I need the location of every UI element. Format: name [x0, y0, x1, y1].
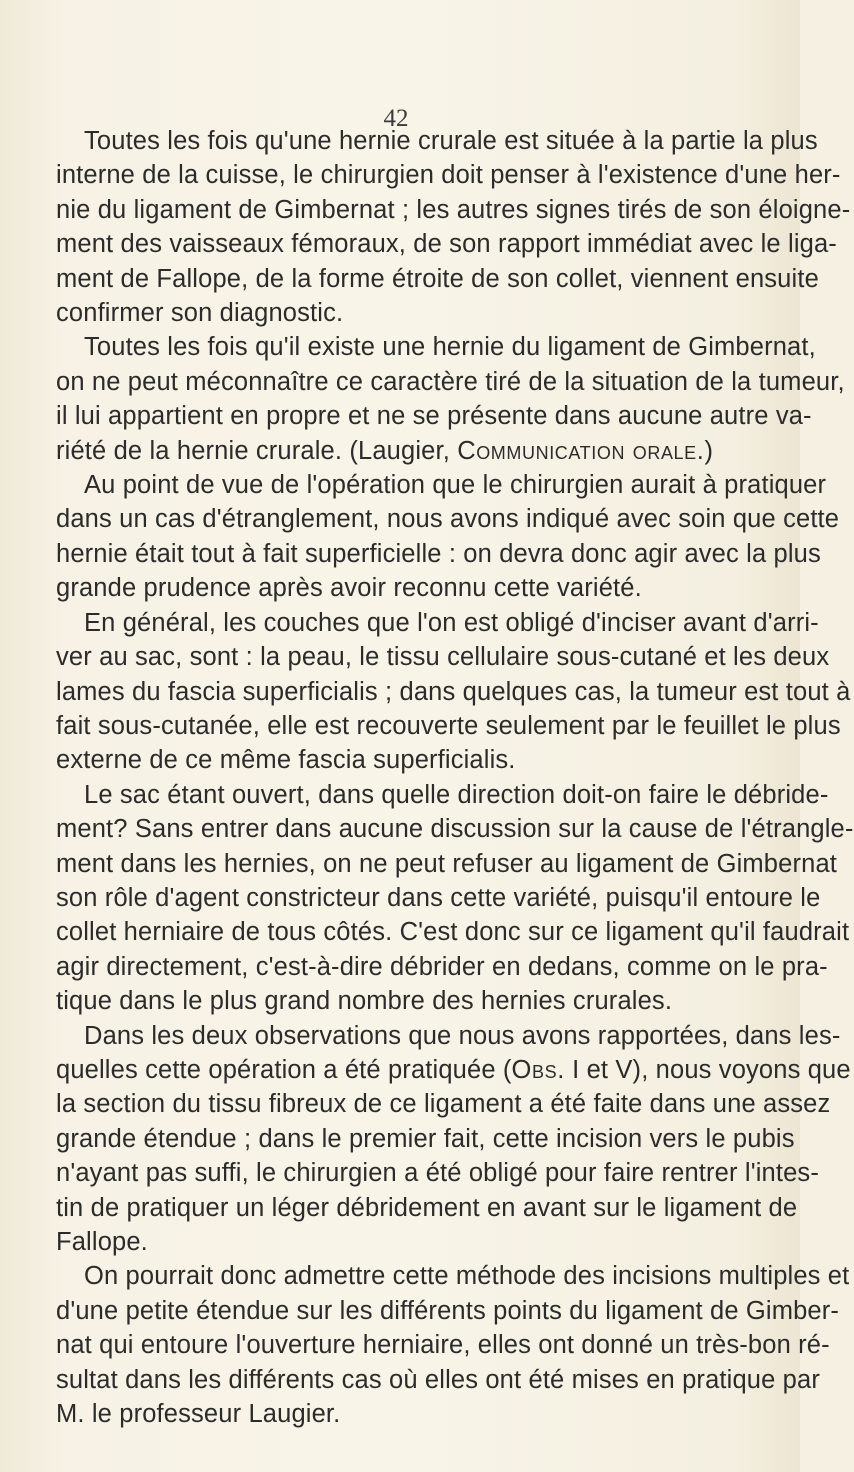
text-line: lames du fascia superficialis ; dans quelques cas, la tumeur est tout à	[56, 677, 851, 706]
text-line: n'ayant pas suffi, le chirurgien a été obligé pour faire rentrer l'intes-	[56, 1159, 819, 1188]
text-line	[56, 434, 760, 468]
text-line: Le sac étant ouvert, dans quelle direction doit-on faire le débride-	[84, 780, 829, 809]
paragraph	[56, 1019, 851, 1260]
text-line: il lui appartient en propre et ne se présente dans aucune autre va-	[56, 402, 812, 431]
text-line: externe de ce même fascia superficialis.	[56, 746, 516, 775]
text-line: dans un cas d'étranglement, nous avons indiqué avec soin que cette	[56, 505, 840, 534]
text-line: hernie était tout à fait superficielle : on devra donc agir avec la plus	[56, 539, 821, 568]
text-line: ment des vaisseaux fémoraux, de son rapport immédiat avec le liga-	[56, 230, 837, 259]
text-line: ment de Fallope, de la forme étroite de son collet, viennent ensuite	[56, 264, 819, 293]
text-line: d'une petite étendue sur les différents points du ligament de Gimber-	[56, 1296, 840, 1325]
observation-small-caps: Obs.	[511, 1055, 565, 1084]
text-line: ment dans les hernies, on ne peut refuser au ligament de Gimbernat	[56, 849, 838, 878]
text-line: Toutes les fois qu'il existe une hernie du ligament de Gimbernat,	[84, 333, 816, 362]
text-line: confirmer son diagnostic.	[56, 299, 344, 328]
text-fragment: )	[704, 436, 714, 465]
body-text	[56, 124, 854, 1431]
text-line: Toutes les fois qu'une hernie crurale est située à la partie la plus	[84, 127, 818, 155]
text-line: On pourrait donc admettre cette méthode des incisions multiples et	[84, 1262, 850, 1291]
paragraph	[56, 330, 845, 468]
text-line: ment? Sans entrer dans aucune discussion sur la cause de l'étrangle-	[56, 815, 854, 844]
text-line: tique dans le plus grand nombre des hernies crurales.	[56, 987, 673, 1016]
text-line: la section du tissu fibreux de ce ligament a été faite dans une assez	[56, 1090, 831, 1119]
paragraph	[56, 1259, 850, 1431]
page-number: 42	[383, 105, 409, 132]
paragraph	[56, 124, 851, 330]
text-line: son rôle d'agent constricteur dans cette variété, puisqu'il entoure le	[56, 883, 821, 912]
text-line: M. le professeur Laugier.	[56, 1400, 341, 1429]
text-line: on ne peut méconnaître ce caractère tiré de la situation de la tumeur,	[56, 367, 845, 396]
text-fragment: riété de la hernie crurale. (Laugier,	[56, 436, 458, 465]
text-line: sultat dans les différents cas où elles ont été mises en pratique par	[56, 1365, 820, 1394]
paragraph	[56, 778, 854, 1019]
text-fragment: I et V), nous voyons que	[564, 1055, 851, 1084]
text-line: grande étendue ; dans le premier fait, cette incision vers le pubis	[56, 1124, 795, 1153]
text-line: agir directement, c'est-à-dire débrider en dedans, comme on le pra-	[56, 952, 828, 981]
paragraph	[56, 468, 840, 606]
text-line: ver au sac, sont : la peau, le tissu cellulaire sous-cutané et les deux	[56, 643, 830, 672]
text-line: fait sous-cutanée, elle est recouverte seulement par le feuillet le plus	[56, 711, 841, 740]
text-line: Dans les deux observations que nous avons rapportées, dans les-	[84, 1021, 841, 1050]
text-line: nie du ligament de Gimbernat ; les autres signes tirés de son éloigne-	[56, 195, 851, 224]
paragraph	[56, 606, 851, 778]
text-line: Fallope.	[56, 1228, 148, 1256]
text-line: Au point de vue de l'opération que le chirurgien aurait à pratiquer	[84, 471, 827, 500]
text-line: tin de pratiquer un léger débridement en avant sur le ligament de	[56, 1193, 798, 1222]
text-line	[56, 1053, 851, 1087]
text-line: grande prudence après avoir reconnu cette variété.	[56, 574, 642, 603]
text-line: interne de la cuisse, le chirurgien doit penser à l'existence d'une her-	[56, 161, 841, 190]
text-line: En général, les couches que l'on est obligé d'inciser avant d'arri-	[84, 608, 819, 637]
text-line: collet herniaire de tous côtés. C'est donc sur ce ligament qu'il faudrait	[56, 918, 850, 947]
citation-small-caps: Communication orale.	[457, 436, 705, 465]
text-fragment: quelles cette opération a été pratiquée (	[56, 1055, 512, 1084]
text-line: nat qui entoure l'ouverture herniaire, elles ont donné un très-bon ré-	[56, 1331, 830, 1360]
